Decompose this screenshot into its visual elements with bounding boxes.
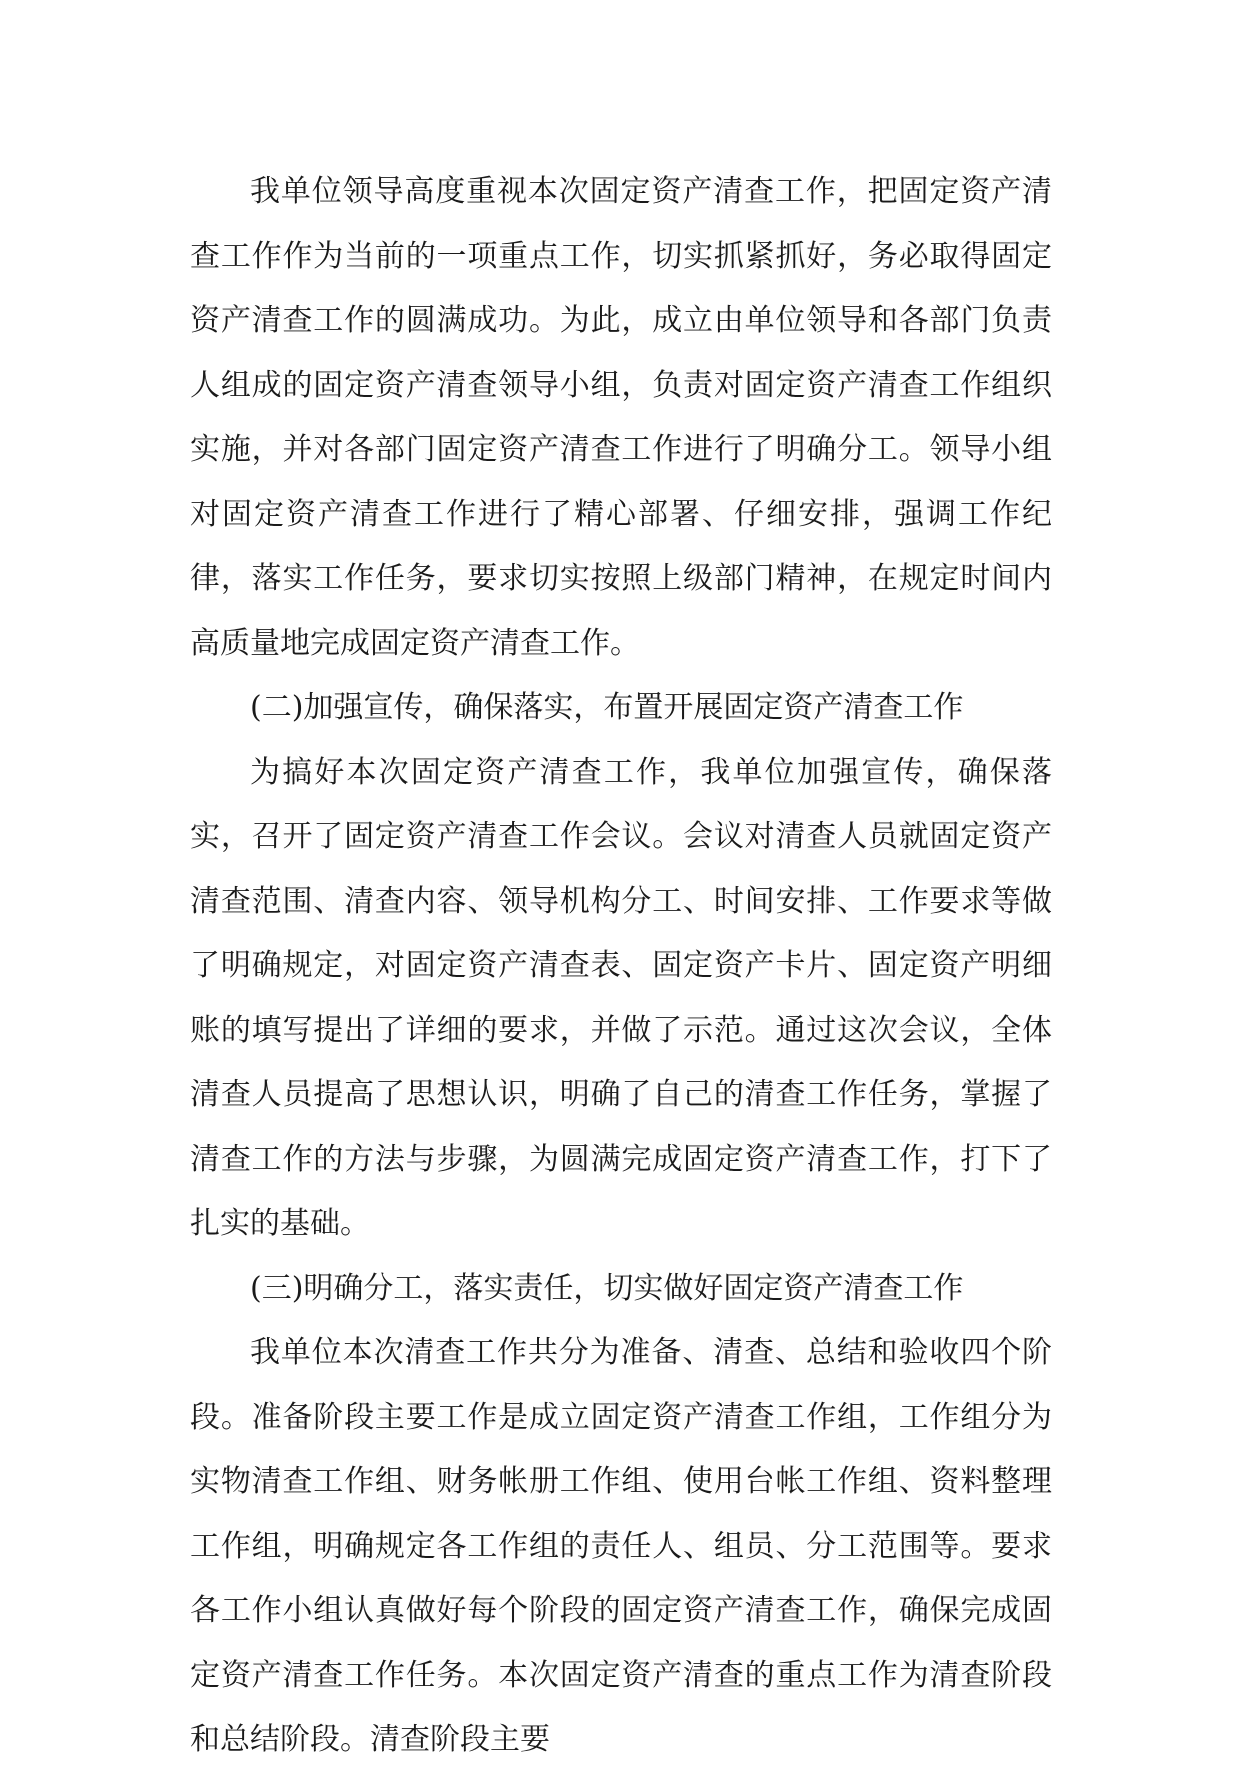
section-heading-3: (三)明确分工，落实责任，切实做好固定资产清查工作 bbox=[250, 1270, 964, 1306]
paragraph-phases: 我单位本次清查工作共分为准备、清查、总结和验收四个阶段。准备阶段主要工作是成立固定资产清查工作组，工作组分为实物清查工作组、财务帐册工作组、使用台帐工作组、资料整理工作组，明确规定各工作组的责任人、组员、分工范围等。要求各工作小组认真做好每个阶段的固定资产清查工作，确保完成固定资产清查工作任务。本次固定资产清查的重点工作为清查阶段和总结阶段。清查阶段主要 bbox=[190, 1335, 1052, 1757]
paragraph-publicity: 为搞好本次固定资产清查工作，我单位加强宣传，确保落实，召开了固定资产清查工作会议。会议对清查人员就固定资产清查范围、清查内容、领导机构分工、时间安排、工作要求等做了明确规定，对固定资产清查表、固定资产卡片、固定资产明细账的填写提出了详细的要求，并做了示范。通过这次会议，全体清查人员提高了思想认识，明确了自己的清查工作任务，掌握了清查工作的方法与步骤，为圆满完成固定资产清查工作，打下了扎实的基础。 bbox=[190, 754, 1052, 1241]
section-heading-2: (二)加强宣传，确保落实，布置开展固定资产清查工作 bbox=[250, 690, 964, 725]
document-body bbox=[190, 160, 1052, 1773]
paragraph-leadership: 我单位领导高度重视本次固定资产清查工作，把固定资产清查工作作为当前的一项重点工作，切实抓紧抓好，务必取得固定资产清查工作的圆满成功。为此，成立由单位领导和各部门负责人组成的固定资产清查领导小组，负责对固定资产清查工作组织实施，并对各部门固定资产清查工作进行了明确分工。领导小组对固定资产清查工作进行了精心部署、仔细安排，强调工作纪律，落实工作任务，要求切实按照上级部门精神，在规定时间内高质量地完成固定资产清查工作。 bbox=[190, 174, 1052, 661]
